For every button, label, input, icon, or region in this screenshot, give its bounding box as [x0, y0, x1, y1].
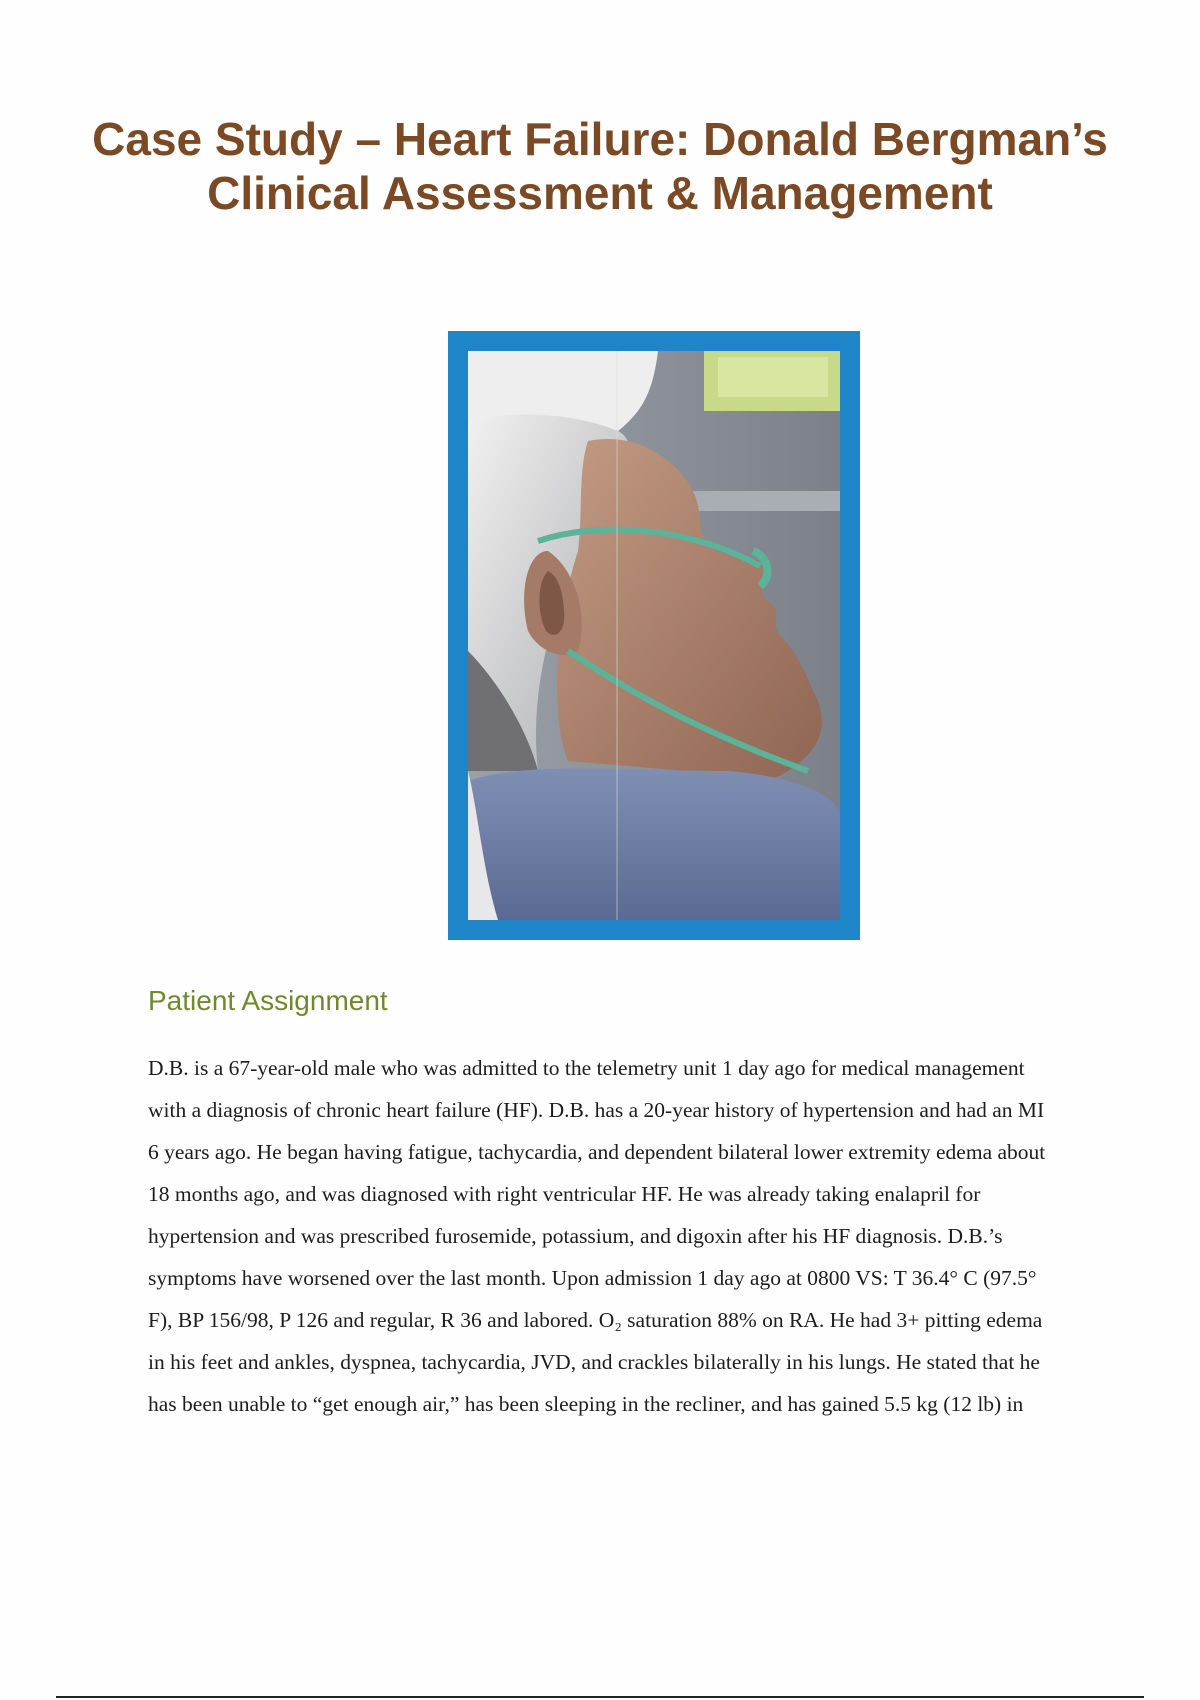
section-heading: Patient Assignment — [148, 985, 388, 1016]
paragraph-line: hypertension and was prescribed furosemide, potassium, and digoxin after his HF diagnosis. D.B.’s — [148, 1224, 1003, 1248]
paragraph-line: symptoms have worsened over the last month. Upon admission 1 day ago at 0800 VS: T 36.4° C (97.5° — [148, 1266, 1037, 1290]
page-bottom-divider — [56, 1696, 1144, 1698]
title-line-2: Clinical Assessment & Management — [207, 167, 993, 219]
patient-photo-frame — [448, 331, 860, 940]
paragraph-line: with a diagnosis of chronic heart failure (HF). D.B. has a 20-year history of hypertension and had an MI — [148, 1098, 1045, 1122]
paragraph-line: D.B. is a 67-year-old male who was admitted to the telemetry unit 1 day ago for medical management — [148, 1056, 1025, 1080]
page-title — [40, 112, 1160, 220]
case-paragraph — [148, 1047, 1158, 1425]
title-line-1: Case Study – Heart Failure: Donald Bergman’s — [92, 113, 1108, 165]
patient-photo — [468, 351, 840, 920]
paragraph-line: 6 years ago. He began having fatigue, tachycardia, and dependent bilateral lower extremity edema about — [148, 1140, 1046, 1164]
paragraph-line: F), BP 156/98, P 126 and regular, R 36 and labored. O₂ saturation 88% on RA. He had 3+ pitting edema — [148, 1308, 1043, 1332]
paragraph-line: 18 months ago, and was diagnosed with right ventricular HF. He was already taking enalapril for — [148, 1182, 981, 1206]
paragraph-line: in his feet and ankles, dyspnea, tachycardia, JVD, and crackles bilaterally in his lungs. He stated that he — [148, 1350, 1040, 1374]
paragraph-line: has been unable to “get enough air,” has been sleeping in the recliner, and has gained 5.5 kg (12 lb) in — [148, 1392, 1024, 1416]
